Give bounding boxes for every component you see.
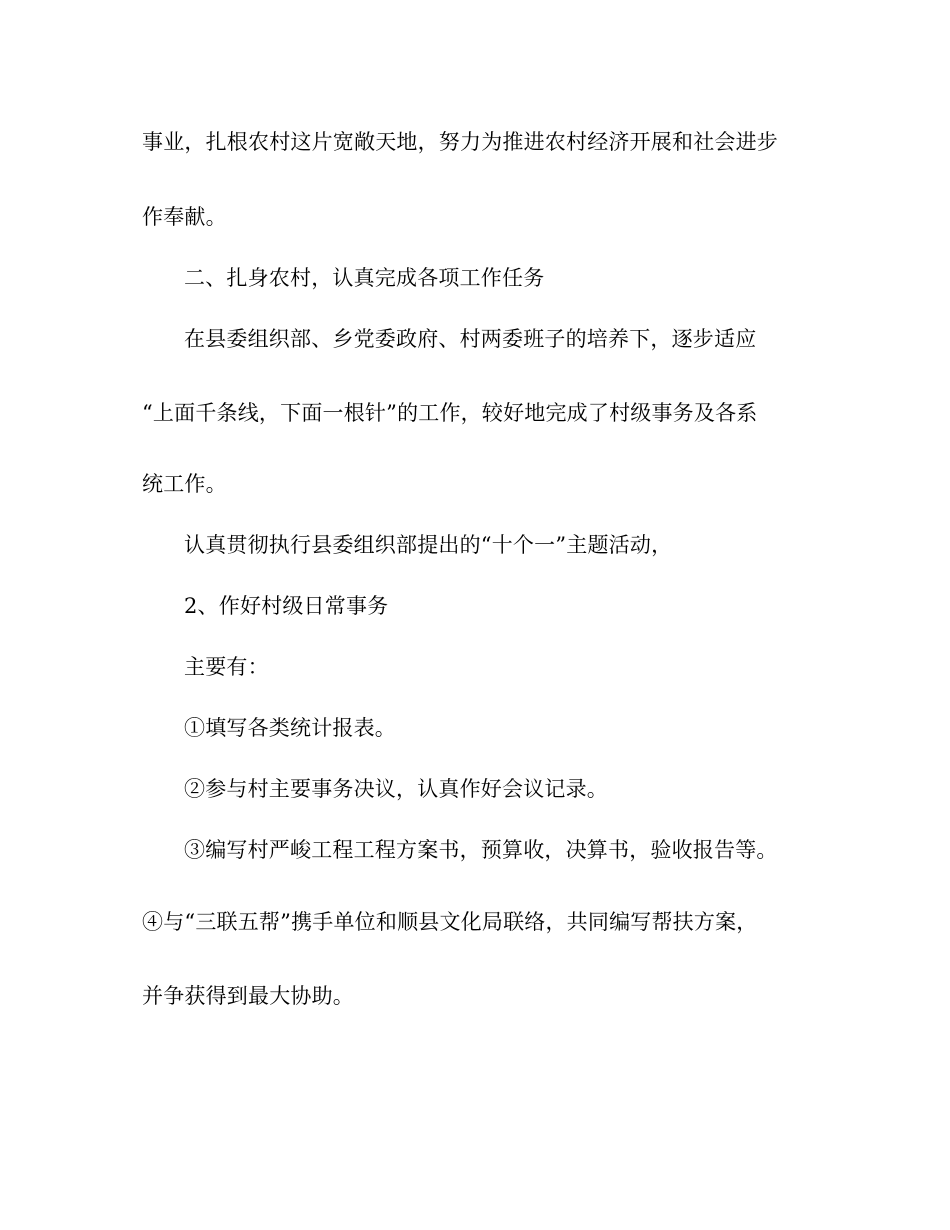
paragraph-line: 主要有：: [184, 655, 269, 679]
list-item: ④与“三联五帮”携手单位和顺县文化局联络，共同编写帮扶方案，: [142, 910, 758, 934]
section-heading: 二、扎身农村，认真完成各项工作任务: [184, 266, 545, 290]
list-item: ②参与村主要事务决议，认真作好会议记录。: [184, 777, 608, 801]
subsection-heading: 2、作好村级日常事务: [184, 594, 389, 618]
list-item: ③编写村严峻工程工程方案书，预算收，决算书，验收报告等。: [184, 838, 778, 862]
paragraph-line: “上面千条线，下面一根针”的工作，较好地完成了村级事务及各系: [142, 401, 758, 425]
paragraph-line: 在县委组织部、乡党委政府、村两委班子的培养下，逐步适应: [184, 327, 757, 351]
paragraph-line: 作奉献。: [142, 205, 227, 229]
paragraph-line: 认真贯彻执行县委组织部提出的“十个一”主题活动，: [184, 533, 673, 557]
list-item: ①填写各类统计报表。: [184, 716, 396, 740]
paragraph-line: 事业，扎根农村这片宽敞天地，努力为推进农村经济开展和社会进步: [142, 130, 778, 154]
paragraph-line: 统工作。: [142, 472, 227, 496]
paragraph-line: 并争获得到最大协助。: [142, 984, 354, 1008]
